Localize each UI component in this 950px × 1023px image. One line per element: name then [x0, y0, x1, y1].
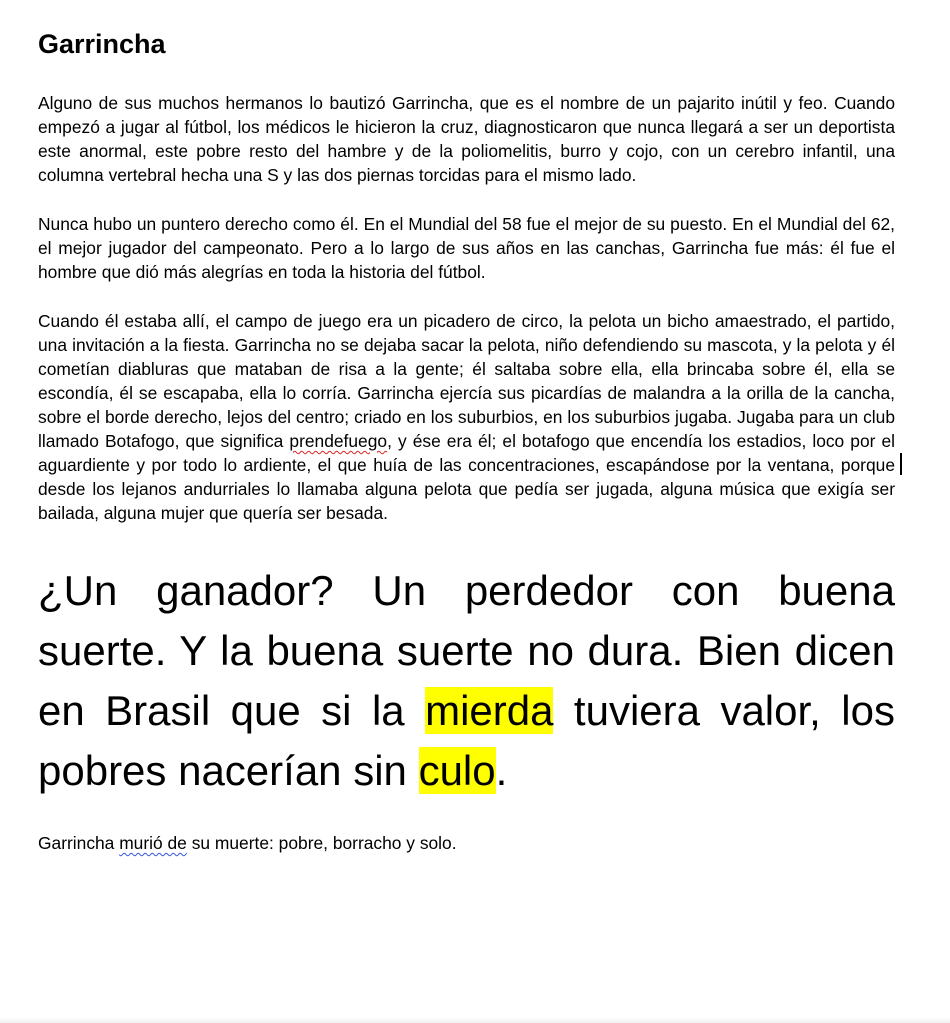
paragraph-2[interactable]: Nunca hubo un puntero derecho como él. En el Mundial del 58 fue el mejor de su puesto. En el Mundial del 62, el mejor jugador del campeonato. Pero a lo largo de sus años en las canchas, Garrincha fue más: él fue el hombre que dió más alegrías en toda la historia del fútbol. [38, 214, 895, 282]
quote-part-3: . [495, 747, 508, 794]
closing-line[interactable] [38, 831, 895, 855]
document-page[interactable] [38, 0, 895, 855]
paragraph-3-text-after: , y ése era él; el botafogo que encendía los estadios, loco por el aguardiente y por todo lo ardiente, el que huía de las concentraciones, escapándose por la ventana, porque desde los lejanos andurriales lo llamaba alguna pelota que pedía ser jugada, alguna música que exigía ser bailada, alguna mujer que quería ser besada. [38, 431, 896, 523]
document-title: Garrincha [38, 29, 166, 59]
paragraph-3[interactable] [38, 309, 895, 525]
closing-text-after: su muerte: pobre, borracho y solo. [186, 833, 457, 853]
highlighted-word-2: culo [418, 747, 496, 794]
text-cursor [900, 453, 902, 475]
quote-part-2: tuviera valor, los pobres nacerían sin [38, 687, 895, 794]
quote-part-1: ¿Un ganador? Un perdedor con buena suerte. Y la buena suerte no dura. Bien dicen en Brasil que si la [38, 567, 895, 734]
grammar-flagged-phrase[interactable]: murió de [119, 833, 187, 853]
paragraph-3-text-before: Cuando él estaba allí, el campo de juego era un picadero de circo, la pelota un bicho amaestrado, el partido, una invitación a la fiesta. Garrincha no se dejaba sacar la pelota, niño defendiendo su mascota, y la pelota y él cometían diabluras que mataban de risa a la gente; él saltaba sobre ella, ella brincaba sobre él, ella se escondía, él se escapaba, ella lo corría. Garrincha ejercía sus picardías de malandra a la orilla de la cancha, sobre el borde derecho, lejos del centro; criado en los suburbios, en los suburbios jugaba. Jugaba para un club llamado Botafogo, que significa [38, 311, 895, 451]
paragraph-1[interactable]: Alguno de sus muchos hermanos lo bautizó Garrincha, que es el nombre de un pajarito inútil y feo. Cuando empezó a jugar al fútbol, los médicos le hicieron la cruz, diagnosticaron que nunca llegará a ser un deportista este anormal, este pobre resto del hambre y de la poliomelitis, burro y cojo, con un cerebro infantil, una columna vertebral hecha una S y las dos piernas torcidas para el mismo lado. [38, 93, 895, 185]
highlighted-word-1: mierda [425, 687, 554, 734]
page-bottom-edge [0, 1017, 950, 1023]
spelling-flagged-word[interactable]: prendefuego [289, 431, 388, 451]
large-quote[interactable] [38, 561, 895, 801]
closing-text-before: Garrincha [38, 833, 120, 853]
